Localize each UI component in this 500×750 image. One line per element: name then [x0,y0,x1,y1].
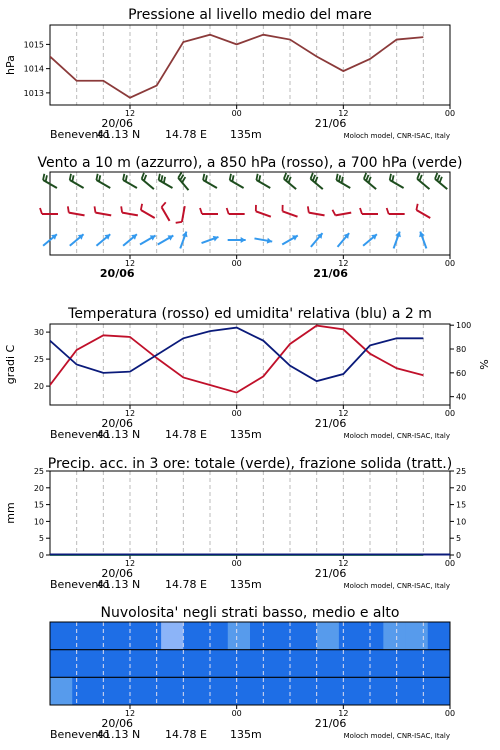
time-tick-label: 00 [231,709,242,718]
panel-title: Pressione al livello medio del mare [128,7,372,23]
date-label: 21/06 [314,117,347,130]
y-axis-label: hPa [4,55,17,75]
wind-barb [335,174,354,188]
time-tick-label: 12 [338,109,349,118]
cloud-cell [361,677,384,705]
location-lat: 41.13 N [97,728,141,741]
date-label: 20/06 [101,717,134,730]
wind-barb [156,233,175,247]
location-lon: 14.78 E [165,728,207,741]
wind-shaft [122,213,138,216]
wind-barb [417,231,429,250]
wind-arrowhead [241,237,246,243]
wind-barb [415,204,434,218]
y-tick-label-right: 5 [456,534,462,544]
cloud-cell [228,677,251,705]
wind-flag [281,205,285,211]
wind-barb [391,231,403,250]
cloud-cell [428,650,451,678]
wind-barb [201,174,220,188]
y-tick-label-right: 20 [456,483,467,493]
location-lon: 14.78 E [165,578,207,591]
wind-barb [433,173,451,189]
wind-barb [255,174,274,188]
y-tick-label: 10 [33,517,44,527]
time-tick-label: 12 [338,409,349,418]
cloud-cell [294,650,317,678]
cloud-cell [183,650,206,678]
y-tick-label: 25 [33,467,44,476]
cloud-cell [428,622,451,650]
wind-barb [140,173,158,189]
cloud-cell [161,677,184,705]
wind-barb [68,174,87,188]
y-tick-label: 5 [38,534,44,544]
location-lat: 41.13 N [97,128,141,141]
panel-title: Precip. acc. in 3 ore: totale (verde), frazione solida (tratt.) [47,456,453,472]
wind-barb [227,208,245,214]
wind-flag [307,206,310,212]
cloud-cell [383,677,406,705]
model-credit: Moloch model, CNR-ISAC, Italy [343,732,450,740]
y-tick-label: 1015 [23,40,44,50]
cloud-cell [50,622,73,650]
wind-shaft [309,213,325,216]
time-tick-label: 00 [444,709,456,718]
model-credit: Moloch model, CNR-ISAC, Italy [343,432,450,440]
cloud-cell [94,677,117,705]
date-label: 21/06 [313,267,348,280]
wind-flag [415,204,420,210]
model-credit: Moloch model, CNR-ISAC, Italy [343,582,450,590]
wind-barb [309,173,327,189]
location-name: Benevento [50,728,110,741]
cloud-cell [117,622,140,650]
cloud-cell [317,677,340,705]
cloud-cell [294,677,317,705]
time-tick-label: 00 [444,559,456,568]
cloud-cell [406,622,429,650]
wind-flag [139,204,144,210]
wind-flag [332,209,335,215]
cloud-cell [250,622,273,650]
location-name: Benevento [50,128,110,141]
location-lon: 14.78 E [165,128,207,141]
cloud-cell [406,677,429,705]
cloud-cell [250,677,273,705]
time-tick-label: 12 [124,109,136,118]
wind-barb [138,233,157,247]
y-tick-label-right: 40 [456,392,467,402]
cloud-cell [94,650,117,678]
cloud-cell [250,650,273,678]
cloud-cell [272,677,295,705]
cloud-cell [161,622,184,650]
cloud-cell [117,650,140,678]
location-alt: 135m [230,428,262,441]
location-lat: 41.13 N [97,578,141,591]
cloud-cell [72,650,95,678]
cloud-cell [317,622,340,650]
location-name: Benevento [50,428,110,441]
wind-flag [67,206,70,212]
date-label: 20/06 [99,267,135,280]
y-tick-label: 25 [33,355,44,365]
wind-shaft [95,213,111,216]
series-line-0 [23,35,423,98]
time-tick-label: 12 [338,709,349,718]
cloud-cell [317,650,340,678]
wind-arrowhead [150,233,157,241]
time-tick-label: 00 [231,109,242,118]
plot-frame [50,471,450,555]
y-tick-label: 1014 [23,64,44,74]
wind-flag [360,208,362,214]
time-tick-label: 00 [231,409,242,418]
date-label: 20/06 [101,417,134,430]
wind-barb [388,174,407,188]
wind-barb [332,207,351,216]
wind-flag [387,208,389,214]
wind-barb [200,208,218,214]
location-name: Benevento [50,578,110,591]
cloud-cell [228,622,251,650]
wind-barb [309,231,325,249]
wind-flag [176,221,182,224]
y-tick-label: 1013 [23,88,44,98]
y-tick-label-right: 25 [456,467,467,476]
cloud-cell [139,650,162,678]
model-credit: Moloch model, CNR-ISAC, Italy [343,132,450,140]
date-label: 21/06 [314,417,347,430]
wind-shaft [69,213,85,216]
time-tick-label: 12 [124,409,136,418]
cloud-cell [139,622,162,650]
wind-flag [161,202,167,207]
time-tick-label: 12 [124,559,136,568]
cloud-cell [339,677,362,705]
wind-flag [120,206,123,212]
wind-arrowhead [292,233,299,241]
y-tick-label-right: 0 [456,551,462,560]
y-tick-label-right: 15 [456,500,467,510]
cloud-cell [272,622,295,650]
time-tick-label: 12 [338,259,349,268]
y-tick-label: 0 [38,551,44,560]
location-alt: 135m [230,728,262,741]
date-label: 21/06 [314,717,347,730]
series-line-1 [23,328,423,382]
y-axis-label: mm [4,502,17,524]
wind-barb [335,231,351,249]
cloud-cell [139,677,162,705]
date-label: 20/06 [101,117,134,130]
y-tick-label: 15 [33,500,44,510]
series-line-0 [23,326,423,398]
cloud-cell [161,650,184,678]
wind-barb [157,174,176,188]
wind-arrowhead [168,233,175,241]
wind-barb [362,173,380,189]
cloud-cell [50,650,73,678]
wind-flag [200,208,202,214]
wind-barb [416,173,434,189]
y-tick-label: 30 [33,328,44,338]
cloud-cell [206,650,229,678]
cloud-cell [383,622,406,650]
time-tick-label: 12 [124,259,136,268]
wind-barb [139,204,158,218]
cloud-cell [228,650,251,678]
wind-barb [228,174,247,188]
panel-title: Temperatura (rosso) ed umidita' relativa (blu) a 2 m [68,306,432,322]
y-tick-label-right: 10 [456,517,467,527]
cloud-cell [183,622,206,650]
location-lat: 41.13 N [97,428,141,441]
time-tick-label: 12 [124,709,136,718]
cloud-cell [339,622,362,650]
cloud-cell [72,677,95,705]
wind-flag [254,205,258,211]
location-lon: 14.78 E [165,428,207,441]
time-tick-label: 00 [444,409,456,418]
wind-flag [93,206,96,212]
cloud-cell [183,677,206,705]
y-tick-label: 20 [33,382,44,392]
cloud-cell [72,622,95,650]
cloud-cell [94,622,117,650]
cloud-cell [339,650,362,678]
wind-shaft [162,207,170,221]
y-tick-label-right: 100 [456,321,472,331]
wind-shaft [335,213,351,216]
location-alt: 135m [230,578,262,591]
date-label: 20/06 [101,567,134,580]
plot-frame [50,25,450,105]
cloud-cell [50,677,73,705]
location-alt: 135m [230,128,262,141]
wind-barb [41,174,60,188]
wind-barb [95,174,114,188]
cloud-cell [294,622,317,650]
time-tick-label: 00 [231,559,242,568]
wind-flag [40,208,42,214]
wind-flag [227,208,229,214]
cloud-cell [272,650,295,678]
cloud-cell [406,650,429,678]
wind-barb [40,208,58,214]
cloud-cell [361,622,384,650]
time-tick-label: 00 [231,259,242,268]
time-tick-label: 00 [444,259,456,268]
cloud-cell [361,650,384,678]
wind-barb [177,231,189,250]
y-axis-label-right: % [478,359,491,370]
cloud-cell [383,650,406,678]
wind-shaft [182,206,185,222]
wind-barb [360,208,378,214]
y-tick-label: 20 [33,483,44,493]
y-tick-label-right: 60 [456,368,467,378]
y-tick-label-right: 80 [456,345,467,355]
wind-barb [177,172,193,190]
panel-title: Nuvolosita' negli strati basso, medio e alto [100,605,400,621]
wind-barb [387,208,405,214]
wind-shaft [141,210,155,218]
panel-title: Vento a 10 m (azzurro), a 850 hPa (rosso), a 700 hPa (verde) [37,155,463,171]
date-label: 21/06 [314,567,347,580]
time-tick-label: 12 [338,559,349,568]
wind-barb [282,173,300,189]
cloud-cell [206,677,229,705]
cloud-cell [206,622,229,650]
time-tick-label: 00 [444,109,456,118]
y-axis-label: gradi C [4,344,17,385]
cloud-cell [428,677,451,705]
wind-barb [121,174,140,188]
cloud-cell [117,677,140,705]
wind-barb [161,202,175,221]
